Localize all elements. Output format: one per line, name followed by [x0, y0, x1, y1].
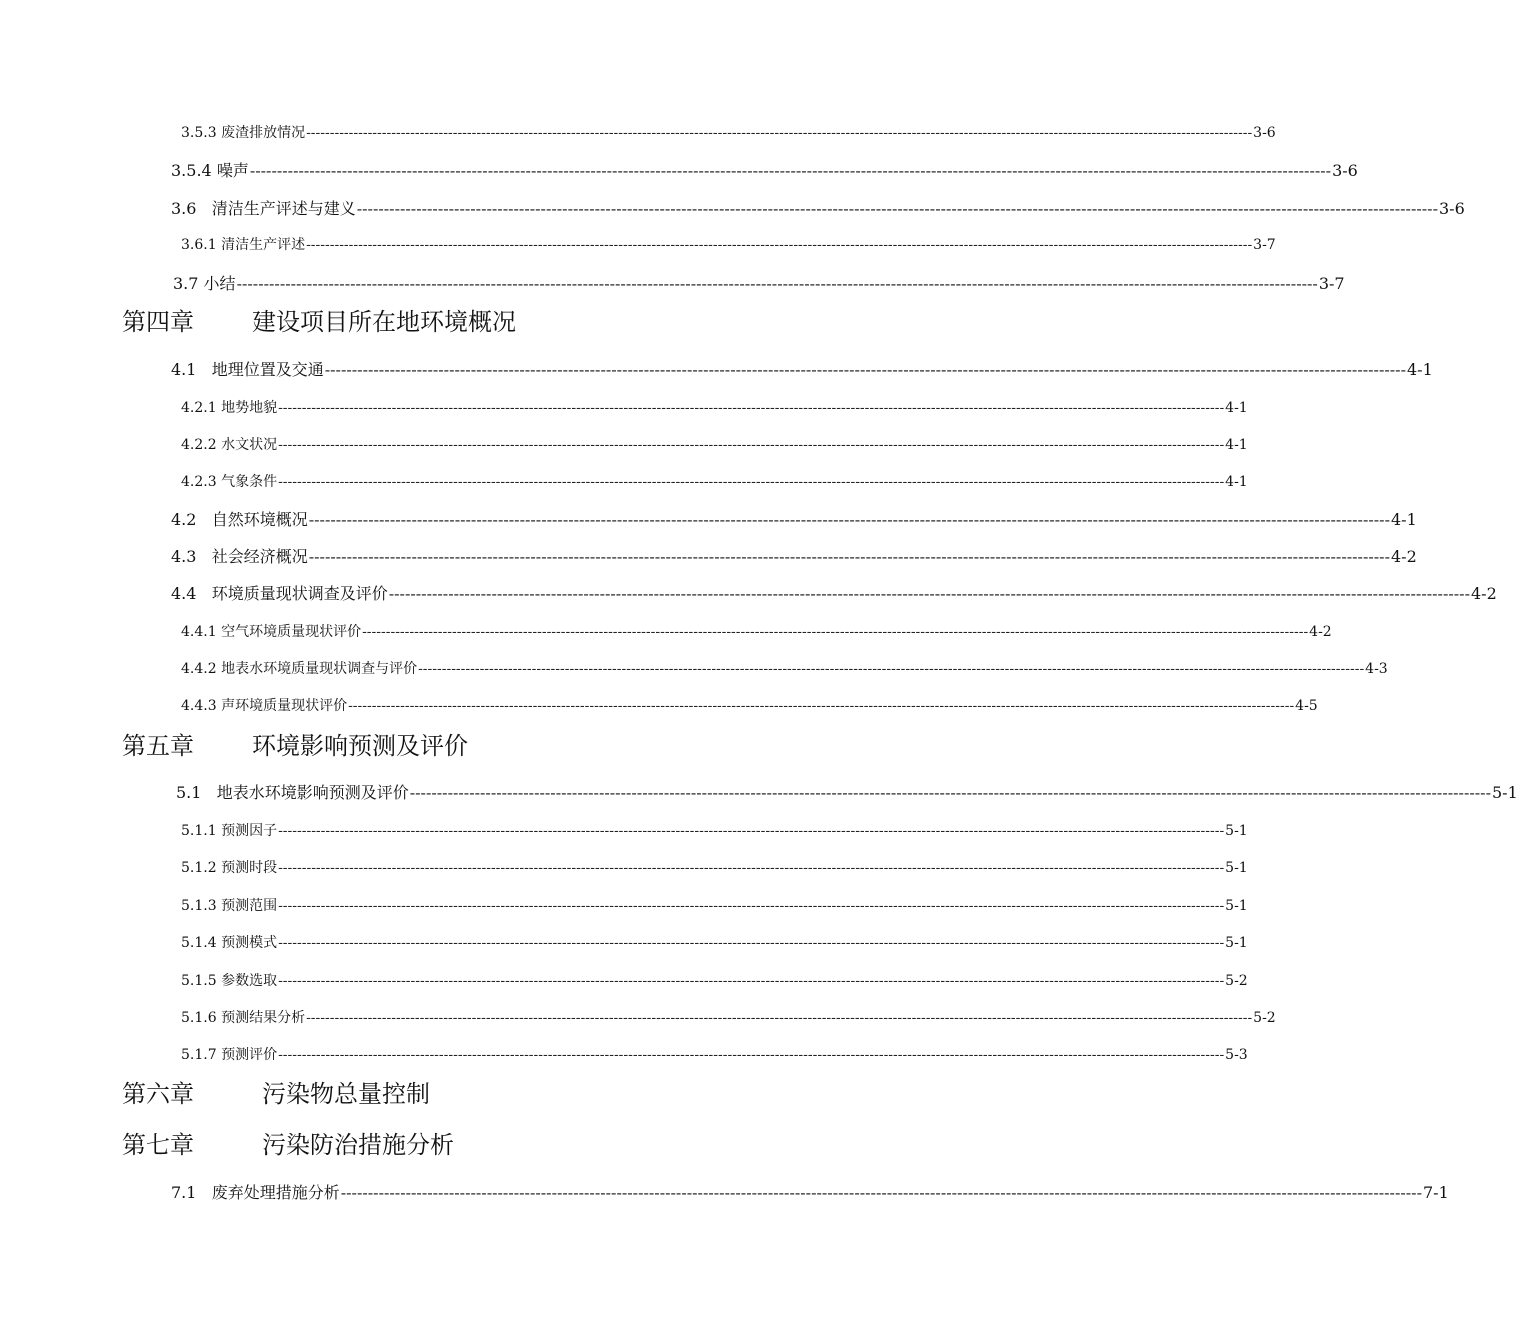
entry-page: 4-1 [1390, 510, 1417, 529]
chapter-heading[interactable] [122, 726, 468, 761]
dot-leader: -------------------------------------------------------------------------------------------------------------------------------------------------------------------------------------------------------- [306, 125, 1253, 141]
toc-entry[interactable] [171, 1180, 1449, 1203]
entry-page: 5-1 [1225, 860, 1248, 876]
entry-page: 3-7 [1318, 274, 1345, 293]
toc-entry[interactable] [181, 932, 1248, 952]
entry-page: 3-7 [1253, 237, 1276, 253]
entry-number: 5.1.6 [181, 1010, 217, 1026]
dot-leader: -------------------------------------------------------------------------------------------------------------------------------------------------------------------------------------------------------- [418, 661, 1365, 677]
chapter-number: 第五章 [122, 732, 194, 760]
entry-number: 4.2.1 [181, 400, 217, 416]
entry-title: 自然环境概况 [211, 510, 308, 529]
chapter-number: 第七章 [122, 1131, 194, 1159]
chapter-number: 第六章 [122, 1080, 194, 1108]
dot-leader: -------------------------------------------------------------------------------------------------------------------------------------------------------------------------------------------------------- [278, 973, 1225, 989]
entry-title: 清洁生产评述 [221, 237, 306, 253]
entry-page: 5-1 [1225, 898, 1248, 914]
entry-title: 废渣排放情况 [221, 125, 306, 141]
entry-page: 5-1 [1225, 823, 1248, 839]
entry-title: 预测因子 [221, 823, 278, 839]
dot-leader: -------------------------------------------------------------------------------------------------------------------------------------------------------------------------------------------------------- [306, 237, 1253, 253]
entry-title: 气象条件 [221, 474, 278, 490]
entry-number: 3.7 [173, 274, 199, 293]
entry-page: 4-3 [1365, 661, 1388, 677]
chapter-heading[interactable] [122, 302, 516, 337]
entry-title: 预测模式 [221, 935, 278, 951]
toc-entry[interactable] [171, 544, 1417, 567]
toc-entry[interactable] [181, 1044, 1248, 1064]
entry-title: 预测时段 [221, 860, 278, 876]
entry-title: 地理位置及交通 [211, 360, 324, 379]
entry-title: 声环境质量现状评价 [221, 698, 348, 714]
entry-number: 5.1.5 [181, 973, 217, 989]
dot-leader: -------------------------------------------------------------------------------------------------------------------------------------------------------------------------------------------------------- [348, 698, 1295, 714]
toc-entry[interactable] [181, 857, 1248, 877]
entry-page: 5-2 [1225, 973, 1248, 989]
dot-leader: -------------------------------------------------------------------------------------------------------------------------------------------------------------------------------------------------------- [388, 584, 1470, 603]
entry-page: 5-3 [1225, 1047, 1248, 1063]
entry-number: 5.1.7 [181, 1047, 217, 1063]
toc-entry[interactable] [181, 895, 1248, 915]
toc-entry[interactable] [181, 970, 1248, 990]
entry-number: 4.4.1 [181, 624, 217, 640]
entry-page: 4-1 [1225, 437, 1248, 453]
entry-title: 水文状况 [221, 437, 278, 453]
chapter-title: 建设项目所在地环境概况 [252, 308, 516, 336]
entry-page: 3-6 [1253, 125, 1276, 141]
toc-entry[interactable] [181, 621, 1332, 641]
entry-title: 环境质量现状调查及评价 [211, 584, 388, 603]
chapter-heading[interactable] [122, 1125, 454, 1160]
dot-leader: -------------------------------------------------------------------------------------------------------------------------------------------------------------------------------------------------------- [278, 935, 1225, 951]
dot-leader: -------------------------------------------------------------------------------------------------------------------------------------------------------------------------------------------------------- [278, 1047, 1225, 1063]
entry-number: 4.4 [171, 584, 197, 603]
dot-leader: -------------------------------------------------------------------------------------------------------------------------------------------------------------------------------------------------------- [324, 360, 1406, 379]
dot-leader: -------------------------------------------------------------------------------------------------------------------------------------------------------------------------------------------------------- [356, 199, 1438, 218]
toc-entry[interactable] [181, 434, 1248, 454]
entry-page: 7-1 [1422, 1183, 1449, 1202]
entry-page: 3-6 [1438, 199, 1465, 218]
toc-entry[interactable] [171, 507, 1417, 530]
chapter-title: 污染物总量控制 [262, 1080, 430, 1108]
entry-number: 3.6 [171, 199, 197, 218]
dot-leader: -------------------------------------------------------------------------------------------------------------------------------------------------------------------------------------------------------- [278, 823, 1225, 839]
entry-page: 4-1 [1225, 474, 1248, 490]
toc-entry[interactable] [173, 271, 1345, 294]
entry-number: 5.1.4 [181, 935, 217, 951]
entry-title: 小结 [203, 274, 236, 293]
toc-entry[interactable] [181, 658, 1388, 678]
entry-number: 4.4.3 [181, 698, 217, 714]
dot-leader: -------------------------------------------------------------------------------------------------------------------------------------------------------------------------------------------------------- [236, 274, 1318, 293]
toc-entry[interactable] [171, 357, 1433, 380]
entry-page: 4-2 [1470, 584, 1497, 603]
entry-page: 4-1 [1406, 360, 1433, 379]
chapter-title: 污染防治措施分析 [262, 1131, 454, 1159]
entry-title: 参数选取 [221, 973, 278, 989]
entry-number: 5.1.1 [181, 823, 217, 839]
entry-number: 4.4.2 [181, 661, 217, 677]
entry-title: 清洁生产评述与建义 [211, 199, 356, 218]
toc-entry[interactable] [181, 1007, 1276, 1027]
entry-number: 4.3 [171, 547, 197, 566]
dot-leader: -------------------------------------------------------------------------------------------------------------------------------------------------------------------------------------------------------- [409, 783, 1491, 802]
entry-number: 4.2.2 [181, 437, 217, 453]
dot-leader: -------------------------------------------------------------------------------------------------------------------------------------------------------------------------------------------------------- [278, 898, 1225, 914]
toc-entry[interactable] [181, 471, 1248, 491]
dot-leader: -------------------------------------------------------------------------------------------------------------------------------------------------------------------------------------------------------- [308, 547, 1390, 566]
dot-leader: -------------------------------------------------------------------------------------------------------------------------------------------------------------------------------------------------------- [249, 161, 1332, 180]
chapter-heading[interactable] [122, 1074, 430, 1109]
entry-page: 4-5 [1295, 698, 1318, 714]
dot-leader: -------------------------------------------------------------------------------------------------------------------------------------------------------------------------------------------------------- [278, 400, 1225, 416]
entry-title: 空气环境质量现状评价 [221, 624, 362, 640]
toc-entry[interactable] [181, 695, 1318, 715]
entry-title: 预测结果分析 [221, 1010, 306, 1026]
toc-entry[interactable] [171, 581, 1497, 604]
entry-page: 5-2 [1253, 1010, 1276, 1026]
toc-entry[interactable] [181, 820, 1248, 840]
toc-entry[interactable] [181, 397, 1248, 417]
dot-leader: -------------------------------------------------------------------------------------------------------------------------------------------------------------------------------------------------------- [340, 1183, 1422, 1202]
chapter-number: 第四章 [122, 308, 194, 336]
entry-number: 5.1.2 [181, 860, 217, 876]
entry-title: 地势地貌 [221, 400, 278, 416]
dot-leader: -------------------------------------------------------------------------------------------------------------------------------------------------------------------------------------------------------- [278, 474, 1225, 490]
entry-page: 4-2 [1309, 624, 1332, 640]
entry-number: 4.2 [171, 510, 197, 529]
entry-title: 预测评价 [221, 1047, 278, 1063]
entry-number: 3.5.3 [181, 125, 217, 141]
entry-number: 4.1 [171, 360, 197, 379]
entry-title: 地表水环境影响预测及评价 [216, 783, 409, 802]
toc-entry[interactable] [181, 234, 1276, 254]
entry-title: 噪声 [216, 161, 249, 180]
entry-number: 5.1.3 [181, 898, 217, 914]
entry-page: 4-2 [1390, 547, 1417, 566]
entry-number: 7.1 [171, 1183, 197, 1202]
dot-leader: -------------------------------------------------------------------------------------------------------------------------------------------------------------------------------------------------------- [278, 437, 1225, 453]
entry-title: 废弃处理措施分析 [211, 1183, 340, 1202]
toc-entry[interactable] [171, 158, 1358, 181]
entry-title: 地表水环境质量现状调查与评价 [221, 661, 418, 677]
chapter-title: 环境影响预测及评价 [252, 732, 468, 760]
entry-page: 4-1 [1225, 400, 1248, 416]
entry-title: 预测范围 [221, 898, 278, 914]
dot-leader: -------------------------------------------------------------------------------------------------------------------------------------------------------------------------------------------------------- [362, 624, 1309, 640]
toc-entry[interactable] [181, 122, 1276, 142]
entry-title: 社会经济概况 [211, 547, 308, 566]
entry-number: 3.5.4 [171, 161, 212, 180]
entry-number: 3.6.1 [181, 237, 217, 253]
toc-entry[interactable] [171, 196, 1465, 219]
dot-leader: -------------------------------------------------------------------------------------------------------------------------------------------------------------------------------------------------------- [306, 1010, 1253, 1026]
entry-number: 4.2.3 [181, 474, 217, 490]
entry-page: 3-6 [1332, 161, 1358, 180]
entry-page: 5-1 [1225, 935, 1248, 951]
dot-leader: -------------------------------------------------------------------------------------------------------------------------------------------------------------------------------------------------------- [278, 860, 1225, 876]
toc-entry[interactable] [176, 780, 1518, 803]
entry-number: 5.1 [176, 783, 202, 802]
dot-leader: -------------------------------------------------------------------------------------------------------------------------------------------------------------------------------------------------------- [308, 510, 1390, 529]
entry-page: 5-1 [1491, 783, 1518, 802]
